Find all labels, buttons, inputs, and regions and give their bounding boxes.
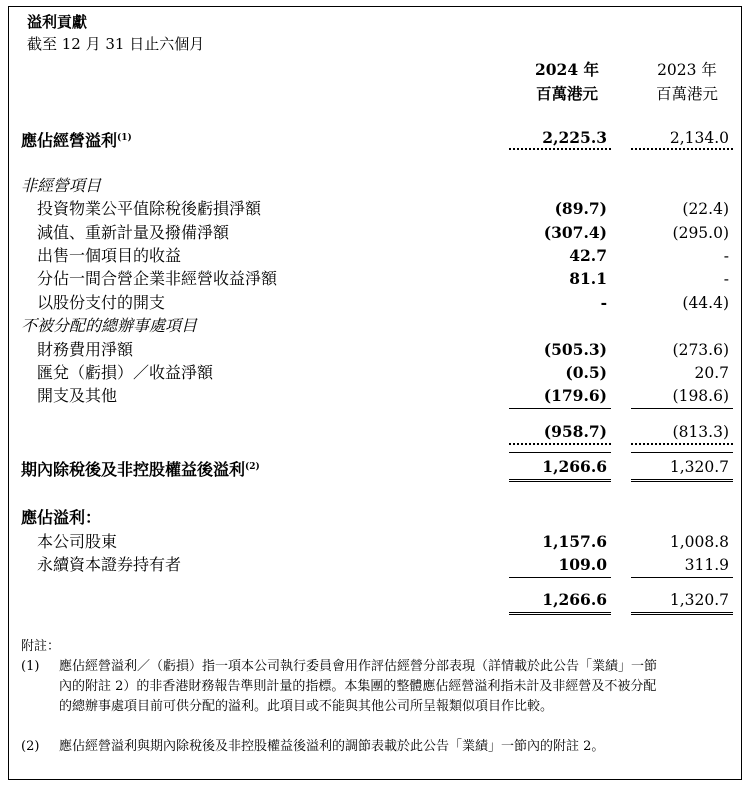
note-1-line: 的總辦事處項目前可供分配的溢利。此項目或不能與其他公司所呈報類似項目作比較。 xyxy=(59,699,554,714)
double-rule-2024 xyxy=(509,612,611,615)
note-2-number: (2) xyxy=(21,739,40,754)
subtotal-2023: (813.3) xyxy=(672,423,729,441)
core-profit-label: 應佔經營溢利$^{(1)}$ xyxy=(21,131,132,150)
dotted-rule-2023 xyxy=(631,148,733,150)
row-label: 出售一個項目的收益 xyxy=(37,246,182,265)
double-rule-2024 xyxy=(509,479,611,482)
row-label: 匯兌（虧損）／收益淨額 xyxy=(37,363,214,382)
notes-heading: 附註： xyxy=(21,639,61,654)
row-label: 財務費用淨額 xyxy=(37,340,134,359)
rule-2023 xyxy=(631,577,733,578)
contribution-panel xyxy=(8,6,742,780)
row-2023: (198.6) xyxy=(672,387,729,405)
row-2024: 109.0 xyxy=(558,555,607,574)
row-2024: 81.1 xyxy=(569,269,607,288)
attributable-total-2023: 1,320.7 xyxy=(669,591,729,609)
row-2023: (295.0) xyxy=(672,224,729,242)
rule-2023 xyxy=(631,452,733,453)
row-2024: 42.7 xyxy=(569,246,607,265)
row-label: 永續資本證券持有者 xyxy=(37,555,182,574)
period-subtitle: 截至 12 月 31 日止六個月 xyxy=(27,35,205,53)
dotted-rule-2024 xyxy=(509,443,611,445)
row-2024: (0.5) xyxy=(565,363,607,382)
row-2024: 1,157.6 xyxy=(542,532,607,551)
core-profit-2023: 2,134.0 xyxy=(669,129,729,147)
attributable-total-2024: 1,266.6 xyxy=(542,590,607,609)
dotted-rule-2024 xyxy=(509,148,611,150)
row-2023: 20.7 xyxy=(694,364,729,382)
row-label: 減值、重新計量及撥備淨額 xyxy=(37,223,230,242)
core-profit-2024: 2,225.3 xyxy=(542,128,607,147)
double-rule-2023 xyxy=(631,479,733,482)
dotted-rule-2023 xyxy=(631,443,733,445)
row-label: 以股份支付的開支 xyxy=(37,293,166,312)
row-label: 開支及其他 xyxy=(37,386,118,405)
row-2024: (505.3) xyxy=(543,340,607,359)
row-2023: (273.6) xyxy=(672,341,729,359)
note-1-number: (1) xyxy=(21,659,40,674)
page-title: 溢利貢獻 xyxy=(27,13,88,31)
row-2024: - xyxy=(600,293,607,312)
period-profit-label: 期內除稅後及非控股權益後溢利$^{(2)}$ xyxy=(21,460,260,479)
row-label: 投資物業公平值除稅後虧損淨額 xyxy=(37,199,262,218)
note-1-line: 內的附註 2）的非香港財務報告準則計量的指標。本集團的整體應佔經營溢利指未計及非經營及不被分配 xyxy=(59,679,657,694)
rule-2023 xyxy=(631,408,733,409)
col-2023-unit: 百萬港元 xyxy=(655,85,718,103)
attributable-heading: 應佔溢利： xyxy=(21,508,102,527)
rule-2024 xyxy=(509,577,611,578)
row-2024: (179.6) xyxy=(543,386,607,405)
note-2-text: 應佔經營溢利與期內除稅後及非控股權益後溢利的調節表載於此公告「業績」一節內的附註 2。 xyxy=(59,739,605,754)
row-label: 分佔一間合營企業非經營收益淨額 xyxy=(37,269,278,288)
row-2023: (44.4) xyxy=(682,294,729,312)
col-2024-unit: 百萬港元 xyxy=(535,84,598,103)
note-1-line: 應佔經營溢利／（虧損）指一項本公司執行委員會用作評估經營分部表現（詳情載於此公告「業績」一節 xyxy=(59,659,658,674)
period-profit-2024: 1,266.6 xyxy=(542,457,607,476)
row-2023: 311.9 xyxy=(684,556,729,574)
row-2023: - xyxy=(723,247,729,265)
row-2023: 1,008.8 xyxy=(669,533,729,551)
row-2024: (89.7) xyxy=(554,199,607,218)
rule-2024 xyxy=(509,452,611,453)
row-label: 本公司股東 xyxy=(37,532,118,551)
unallocated-heading: 不被分配的總辦事處項目 xyxy=(21,316,198,335)
subtotal-2024: (958.7) xyxy=(543,422,607,441)
double-rule-2023 xyxy=(631,612,733,615)
non-operating-heading: 非經營項目 xyxy=(21,176,102,195)
col-2024-year: 2024 年 xyxy=(534,60,600,79)
period-profit-2023: 1,320.7 xyxy=(669,458,729,476)
row-2023: (22.4) xyxy=(682,200,729,218)
rule-2024 xyxy=(509,408,611,409)
row-2024: (307.4) xyxy=(543,223,607,242)
row-2023: - xyxy=(723,270,729,288)
col-2023-year: 2023 年 xyxy=(657,61,717,79)
